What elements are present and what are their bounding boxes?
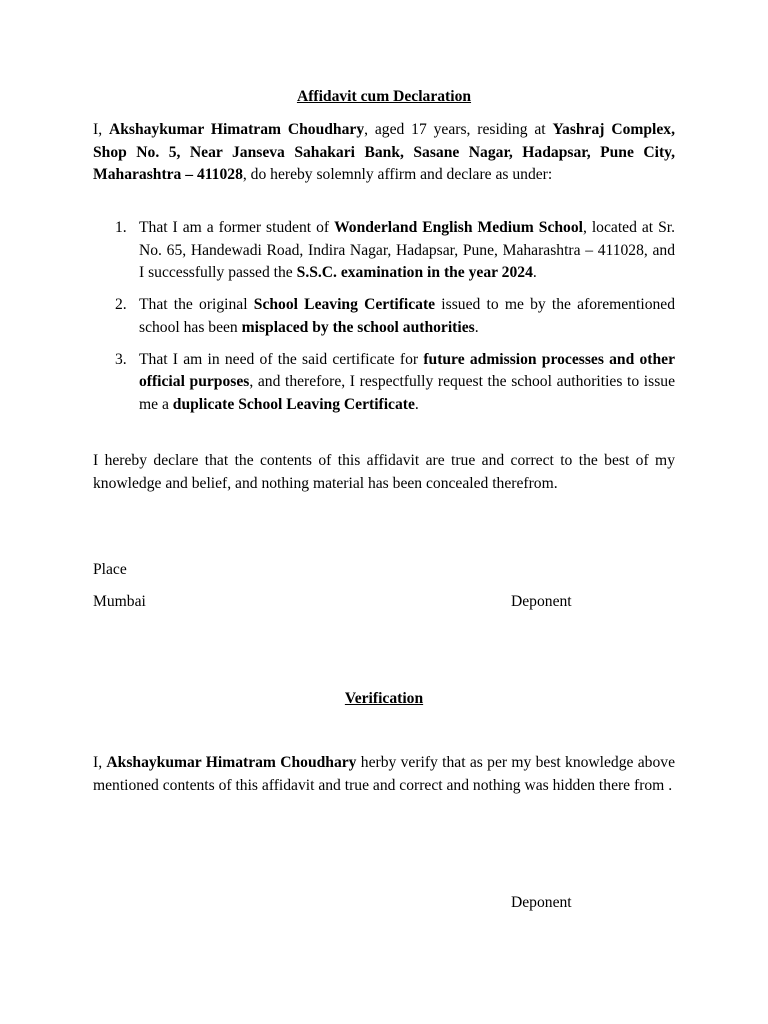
purpose-detail: future admission processes and other official purposes: [139, 350, 675, 390]
deponent-address: Yashraj Complex, Shop No. 5, Near Janseva Sahakari Bank, Sasane Nagar, Hadapsar, Pune City, Maharashtra – 411028: [93, 121, 675, 183]
place-label: Place: [93, 561, 127, 578]
list-item-number: 2.: [115, 296, 127, 313]
list-item-text: That I am in need of the said certificate for: [139, 350, 424, 368]
place-value: Mumbai: [93, 593, 146, 610]
list-item: [93, 349, 675, 417]
list-item-text: , located at Sr. No. 65, Handewadi Road, Indira Nagar, Hadapsar, Pune, Maharashtra – 411028, and I successfully passed the: [139, 219, 675, 281]
declaration-paragraph: I hereby declare that the contents of this affidavit are true and correct to the best of my knowledge and belief, and nothing material has been concealed therefrom.: [93, 452, 675, 492]
list-item-text: issued to me by the aforementioned school has been: [139, 296, 676, 336]
list-item-text: .: [474, 318, 479, 336]
verification-title: Verification: [344, 690, 424, 707]
affidavit-title: Affidavit cum Declaration: [296, 88, 472, 105]
list-item-text: .: [414, 395, 419, 413]
list-item-number: 1.: [115, 219, 127, 236]
verification-text-2: herby verify that as per my best knowledge above mentioned contents of this affidavit and true and correct and nothing was hidden there from .: [93, 754, 675, 794]
declaration-list: [93, 217, 675, 426]
exam-detail: S.S.C. examination in the year 2024: [296, 264, 533, 281]
list-item: [93, 217, 675, 285]
verification-deponent-label: Deponent: [511, 894, 572, 911]
list-item-text: , and therefore, I respectfully request the school authorities to issue me a: [139, 373, 675, 413]
list-item-number: 3.: [115, 350, 127, 368]
verification-name: Akshaykumar Himatram Choudhary: [106, 754, 357, 771]
intro-paragraph: [93, 119, 675, 187]
verification-paragraph: [93, 752, 675, 797]
list-item-text: .: [532, 264, 537, 281]
intro-text-3: , do hereby solemnly affirm and declare as under:: [242, 166, 553, 183]
misplaced-detail: misplaced by the school authorities: [241, 318, 475, 336]
list-item-text: That the original: [139, 296, 254, 313]
certificate-name: School Leaving Certificate: [253, 296, 436, 313]
intro-text-2: , aged 17 years, residing at: [364, 121, 553, 138]
list-item: [93, 294, 675, 339]
document-page: [93, 0, 675, 1024]
intro-text-1: I,: [93, 121, 109, 138]
school-name: Wonderland English Medium School: [334, 219, 583, 236]
deponent-name: Akshaykumar Himatram Choudhary: [108, 121, 365, 138]
deponent-label: Deponent: [511, 593, 572, 610]
verification-text-1: I,: [93, 754, 107, 771]
list-item-text: That I am a former student of: [139, 219, 335, 236]
request-detail: duplicate School Leaving Certificate: [172, 395, 415, 413]
